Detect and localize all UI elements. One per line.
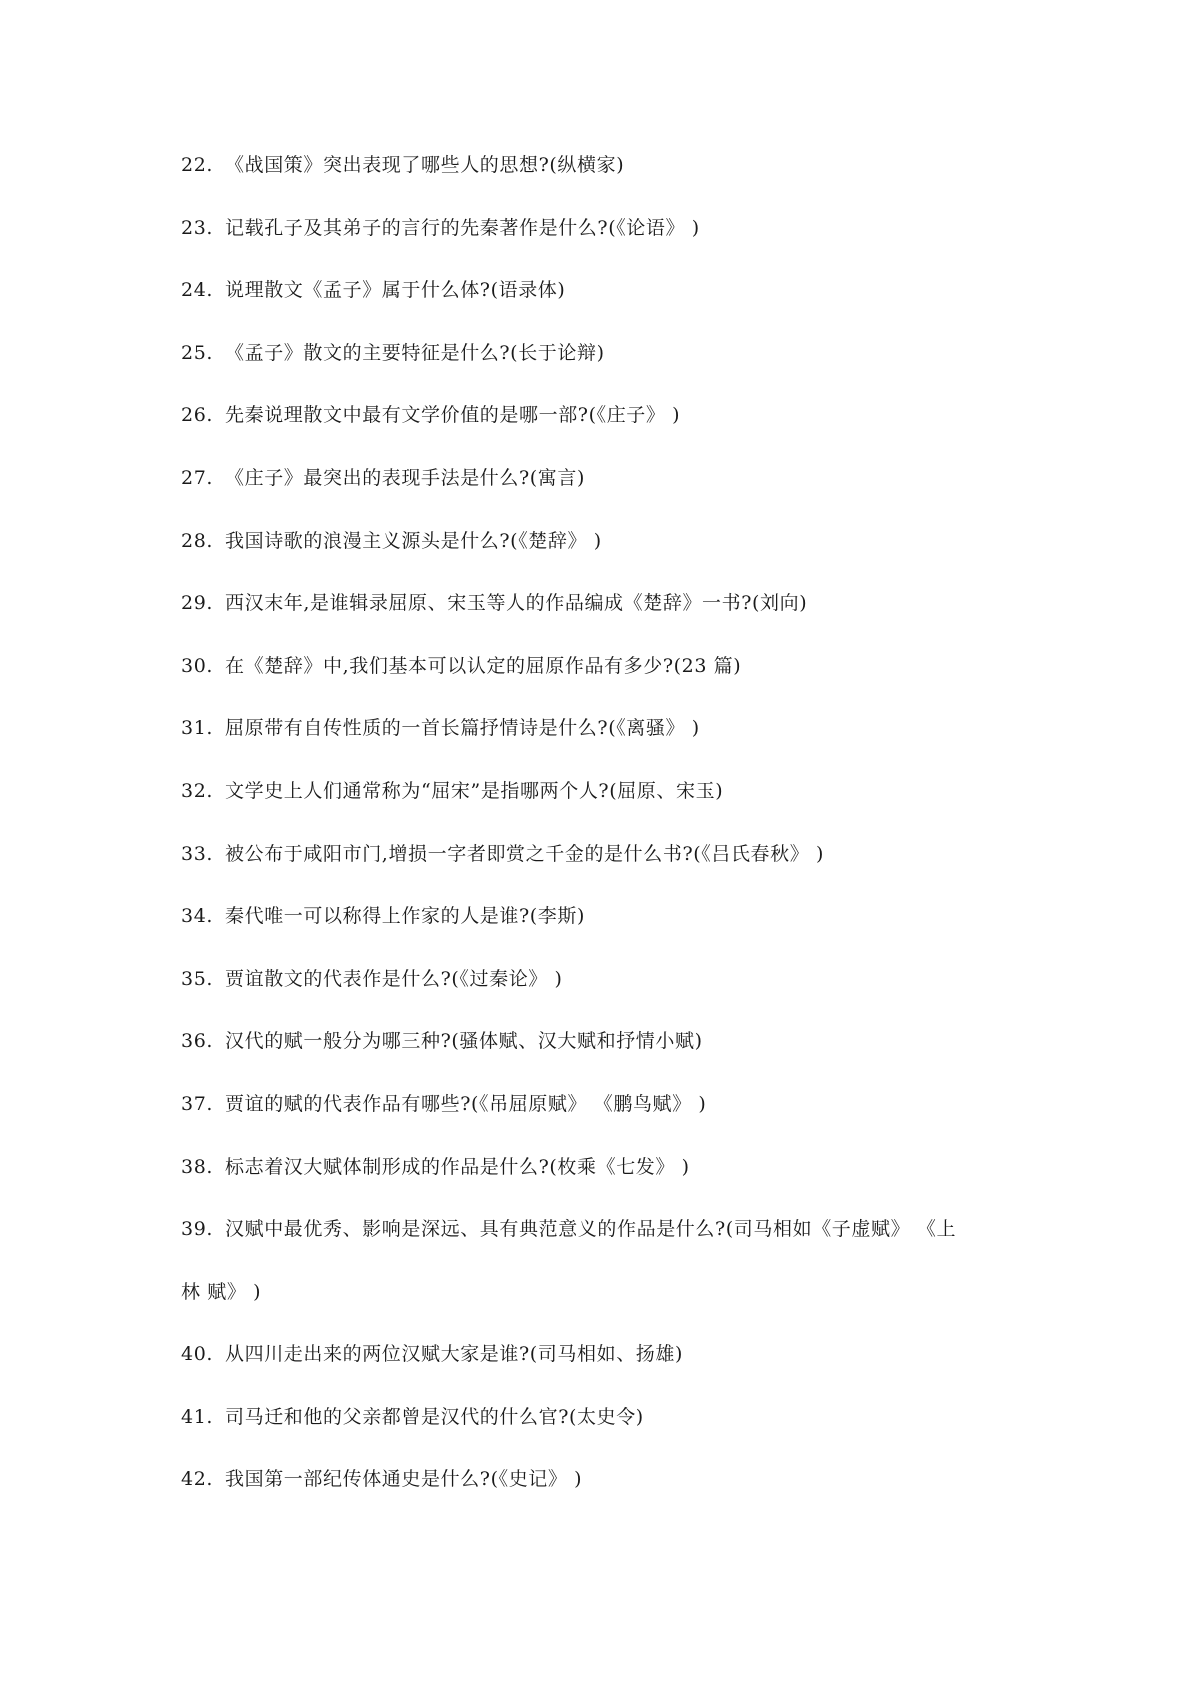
list-item — [181, 964, 1041, 1027]
item-text: 《战国策》突出表现了哪些人的思想?(纵横家) — [225, 154, 625, 176]
item-number: 42. — [181, 1468, 214, 1491]
item-number: 23. — [181, 216, 214, 239]
list-item — [181, 776, 1041, 839]
list-item — [181, 1152, 1041, 1215]
item-text: 说理散文《孟子》属于什么体?(语录体) — [225, 279, 566, 302]
item-number: 26. — [181, 404, 214, 427]
item-text: 我国第一部纪传体通史是什么?(《史记》 ) — [225, 1468, 583, 1491]
list-item — [181, 463, 1041, 526]
list-item — [181, 651, 1041, 714]
item-number: 28. — [181, 529, 214, 552]
item-number: 24. — [181, 279, 214, 302]
item-text: 贾谊散文的代表作是什么?(《过秦论》 ) — [225, 967, 563, 990]
item-text: 贾谊的赋的代表作品有哪些?(《吊屈原赋》 《鹏鸟赋》 ) — [225, 1092, 707, 1115]
item-number: 41. — [181, 1405, 214, 1428]
list-item — [181, 1026, 1041, 1089]
item-number: 37. — [181, 1092, 214, 1115]
list-item — [181, 588, 1041, 651]
item-text: 在《楚辞》中,我们基本可以认定的屈原作品有多少?(23 篇) — [225, 654, 742, 677]
item-number: 27. — [181, 466, 214, 489]
item-text: 记载孔子及其弟子的言行的先秦著作是什么?(《论语》 ) — [225, 216, 700, 239]
item-text: 先秦说理散文中最有文学价值的是哪一部?(《庄子》 ) — [225, 404, 681, 427]
item-number: 38. — [181, 1155, 214, 1178]
item-text: 西汉末年,是谁辑录屈原、宋玉等人的作品编成《楚辞》一书?(刘向) — [225, 592, 808, 615]
item-number: 29. — [181, 592, 214, 615]
item-text: 我国诗歌的浪漫主义源头是什么?(《楚辞》 ) — [225, 529, 602, 552]
item-text: 司马迁和他的父亲都曾是汉代的什么官?(太史令) — [225, 1405, 644, 1428]
list-item — [181, 901, 1041, 964]
list-item — [181, 338, 1041, 401]
item-text: 《庄子》最突出的表现手法是什么?(寓言) — [225, 466, 586, 489]
list-item — [181, 526, 1041, 589]
list-item — [181, 839, 1041, 902]
list-item — [181, 213, 1041, 276]
item-text-continuation: 林 赋》 ) — [181, 1280, 262, 1303]
list-item — [181, 1089, 1041, 1152]
item-number: 36. — [181, 1030, 214, 1053]
list-item — [181, 713, 1041, 776]
item-number: 31. — [181, 717, 214, 740]
item-number: 39. — [181, 1218, 214, 1241]
item-number: 40. — [181, 1343, 214, 1366]
list-item — [181, 150, 1041, 213]
list-item-line — [181, 1214, 1041, 1277]
item-number: 34. — [181, 905, 214, 928]
item-number: 22. — [181, 154, 214, 176]
list-item-continuation — [181, 1277, 1041, 1340]
item-text: 被公布于咸阳市门,增损一字者即赏之千金的是什么书?(《吕氏春秋》 ) — [225, 842, 824, 865]
list-item — [181, 400, 1041, 463]
item-number: 33. — [181, 842, 214, 865]
list-item — [181, 1402, 1041, 1465]
item-text: 秦代唯一可以称得上作家的人是谁?(李斯) — [225, 905, 586, 928]
list-item — [181, 1214, 1041, 1339]
item-text: 文学史上人们通常称为“屈宋”是指哪两个人?(屈原、宋玉) — [225, 779, 724, 802]
item-number: 32. — [181, 779, 214, 802]
list-item — [181, 275, 1041, 338]
list-item — [181, 1464, 1041, 1527]
item-text: 汉代的赋一般分为哪三种?(骚体赋、汉大赋和抒情小赋) — [225, 1030, 703, 1053]
question-list — [181, 150, 1041, 1527]
item-text: 标志着汉大赋体制形成的作品是什么?(枚乘《七发》 ) — [225, 1155, 690, 1178]
item-text: 《孟子》散文的主要特征是什么?(长于论辩) — [225, 341, 605, 364]
item-number: 35. — [181, 967, 214, 990]
item-text: 屈原带有自传性质的一首长篇抒情诗是什么?(《离骚》 ) — [225, 717, 700, 740]
item-text: 汉赋中最优秀、影响是深远、具有典范意义的作品是什么?(司马相如《子虚赋》 《上 — [225, 1218, 957, 1241]
item-number: 25. — [181, 341, 214, 364]
item-text: 从四川走出来的两位汉赋大家是谁?(司马相如、扬雄) — [225, 1343, 684, 1366]
item-number: 30. — [181, 654, 214, 677]
list-item — [181, 1339, 1041, 1402]
